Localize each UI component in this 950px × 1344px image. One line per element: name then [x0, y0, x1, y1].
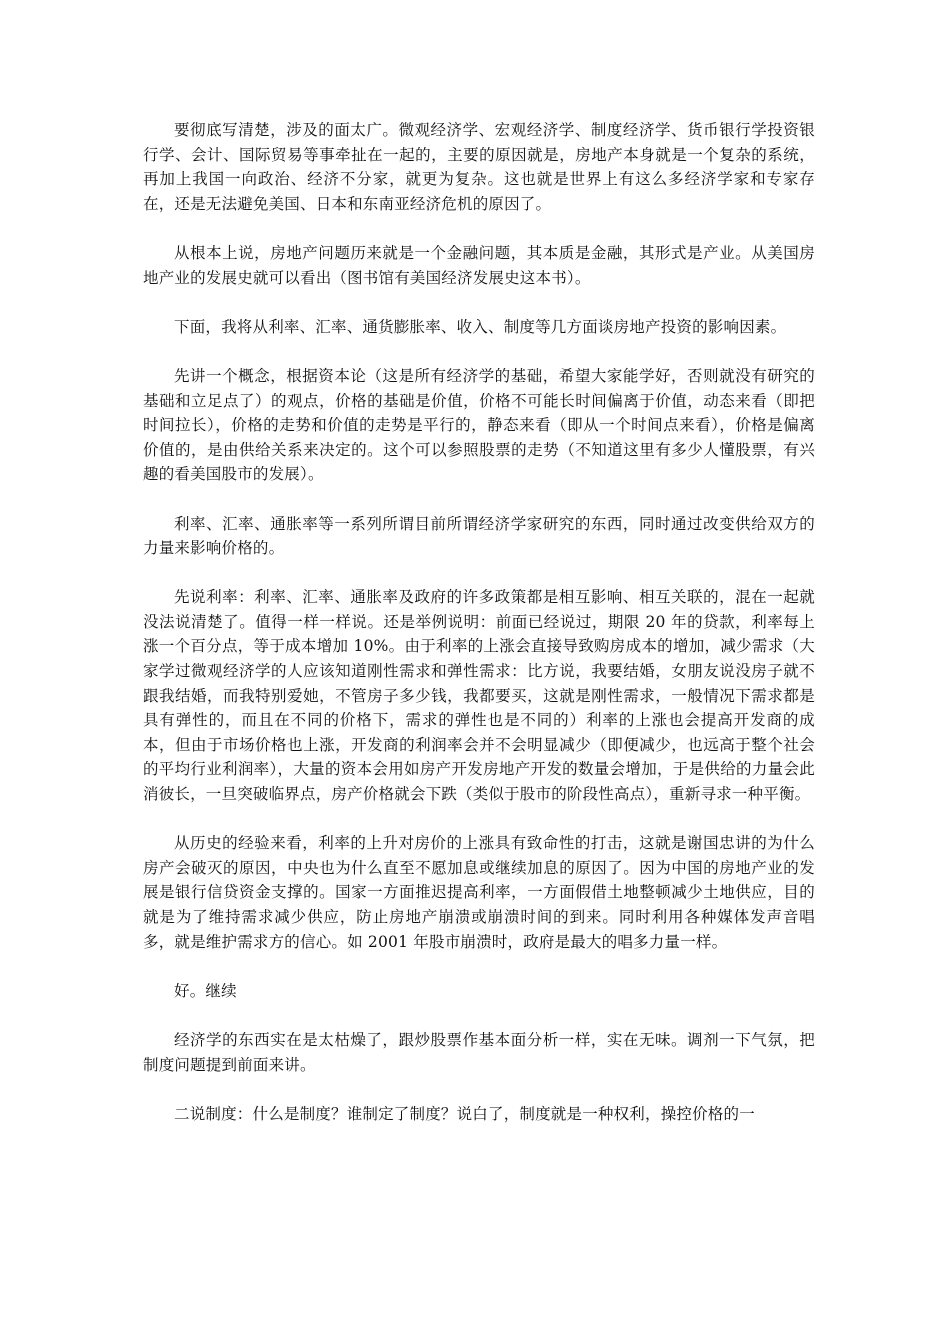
paragraph-price-value-concept: 先讲一个概念，根据资本论（这是所有经济学的基础，希望大家能学好，否则就没有研究的基础和立足点了）的观点，价格的基础是价值，价格不可能长时间偏离于价值，动态来看（即把时间拉长），价格的走势和价值的走势是平行的，静态来看（即从一个时间点来看），价格是偏离价值的，是由供给关系来决定的。这个可以参照股票的走势（不知道这里有多少人懂股票，有兴趣的看美国股市的发展）。 [143, 366, 815, 484]
paragraph-continue: 好。继续 [174, 981, 237, 1000]
paragraph-history-experience: 从历史的经验来看，利率的上升对房价的上涨具有致命性的打击，这就是谢国忠讲的为什么房产会破灭的原因，中央也为什么直至不愿加息或继续加息的原因了。因为中国的房地产业的发展是银行信贷资金支撑的。国家一方面推迟提高利率，一方面假借土地整顿减少土地供应，目的就是为了维持需求减少供应，防止房地产崩溃或崩溃时间的到来。同时利用各种媒体发声音唱多，就是维护需求方的信心。如 2001 年股市崩溃时，政府是最大的唱多力量一样。 [143, 834, 815, 951]
paragraph-interest-rate: 先说利率：利率、汇率、通胀率及政府的许多政策都是相互影响、相互关联的，混在一起就没法说清楚了。值得一样一样说。还是举例说明：前面已经说过，期限 20 年的贷款，利率每上涨一个百分点，等于成本增加 10%。由于利率的上涨会直接导致购房成本的增加，减少需求（大家学过微观经济学的人应该知道刚性需求和弹性需求：比方说，我要结婚，女朋友说没房子就不跟我结婚，而我特别爱她，不管房子多少钱，我都要买，这就是刚性需求，一般情况下需求都是具有弹性的，而且在不同的价格下，需求的弹性也是不同的）利率的上涨也会提高开发商的成本，但由于市场价格也上涨，开发商的利润率会并不会明显减少（即便减少，也远高于整个社会的平均行业利润率），大量的资本会用如房产开发房地产开发的数量会增加，于是供给的力量会此消彼长，一旦突破临界点，房产价格就会下跌（类似于股市的阶段性高点），重新寻求一种平衡。 [143, 588, 815, 804]
document-page [143, 118, 815, 1126]
paragraph-finance-nature: 从根本上说，房地产问题历来就是一个金融问题，其本质是金融，其形式是产业。从美国房地产业的发展史就可以看出（图书馆有美国经济发展史这本书）。 [143, 243, 815, 287]
paragraph-factors-outline: 下面，我将从利率、汇率、通货膨胀率、收入、制度等几方面谈房地产投资的影响因素。 [174, 317, 787, 336]
paragraph-institution: 二说制度：什么是制度？谁制定了制度？说白了，制度就是一种权利，操控价格的一 [174, 1104, 755, 1123]
paragraph-intro: 要彻底写清楚，涉及的面太广。微观经济学、宏观经济学、制度经济学、货币银行学投资银行学、会计、国际贸易等事牵扯在一起的，主要的原因就是，房地产本身就是一个复杂的系统，再加上我国一向政治、经济不分家，就更为复杂。这也就是世界上有这么多经济学家和专家存在，还是无法避免美国、日本和东南亚经济危机的原因了。 [143, 121, 815, 213]
paragraph-supply-demand: 利率、汇率、通胀率等一系列所谓目前所谓经济学家研究的东西，同时通过改变供给双方的力量来影响价格的。 [143, 514, 815, 558]
paragraph-economics-dry: 经济学的东西实在是太枯燥了，跟炒股票作基本面分析一样，实在无味。调剂一下气氛，把制度问题提到前面来讲。 [143, 1030, 815, 1074]
